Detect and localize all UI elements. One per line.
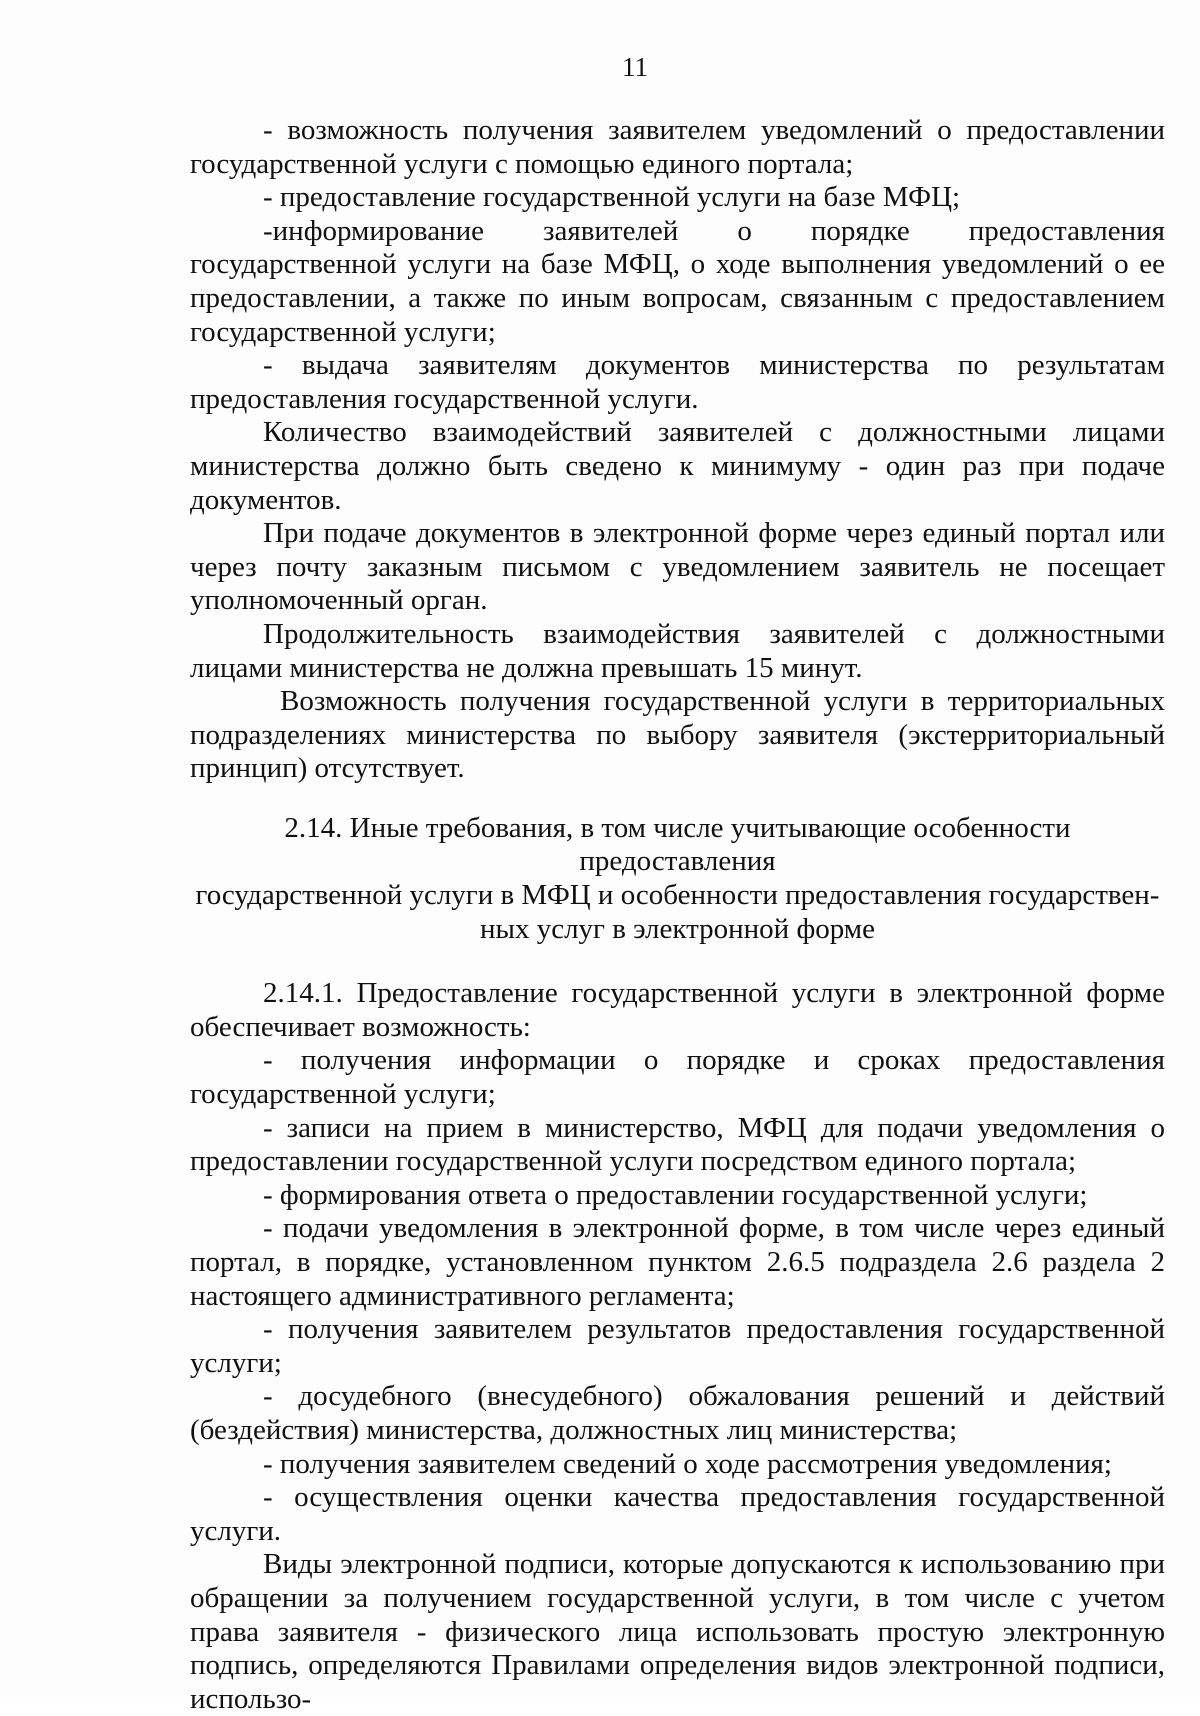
- list-item: - получения заявителем результатов предоставления государственной услуги;: [190, 1313, 1165, 1379]
- list-item: - формирования ответа о предоставлении государственной услуги;: [263, 1178, 1088, 1211]
- section-heading-line: ных услуг в электронной форме: [479, 912, 876, 945]
- paragraph: Продолжительность взаимодействия заявителей с должностными лицами министерства не должна превышать 15 минут.: [190, 617, 1165, 684]
- page-number: 11: [622, 52, 648, 82]
- list-item: - осуществления оценки качества предоставления государственной услуги.: [190, 1481, 1165, 1547]
- list-item: - получения заявителем сведений о ходе рассмотрения уведомления;: [263, 1447, 1112, 1480]
- paragraph: Виды электронной подписи, которые допускаются к использованию при обращении за получением государственной услуги, в том числе с учетом права заявителя - физического лица использовать простую электронную подпись, определяются Правилами определения видов электронной подписи, использо-: [190, 1548, 1165, 1715]
- paragraph: При подаче документов в электронной форме через единый портал или через почту заказным письмом с уведомлением заявитель не посещает уполномоченный орган.: [190, 517, 1165, 617]
- document-body: [190, 114, 1165, 1716]
- list-item: - выдача заявителям документов министерства по результатам предоставления государственной услуги.: [190, 349, 1165, 415]
- list-item: -информирование заявителей о порядке предоставления государственной услуги на базе МФЦ, о ходе выполнения уведомлений о ее предоставлении, а также по иным вопросам, связанным с предоставлением государственной услуги;: [190, 214, 1165, 348]
- list-item: - возможность получения заявителем уведомлений о предоставлении государственной услуги с помощью единого портала;: [190, 114, 1165, 180]
- section-heading: [190, 812, 1165, 946]
- list-item: - записи на прием в министерство, МФЦ для подачи уведомления о предоставлении государственной услуги посредством единого портала;: [190, 1111, 1165, 1178]
- section-heading-line: 2.14. Иные требования, в том числе учитывающие особенности предоставления: [284, 811, 1071, 878]
- paragraph: Возможность получения государственной услуги в территориальных подразделениях министерства по выбору заявителя (экстерриториальный принцип) отсутствует.: [190, 685, 1165, 785]
- list-item: - получения информации о порядке и сроках предоставления государственной услуги;: [190, 1044, 1165, 1111]
- list-item: - предоставление государственной услуги на базе МФЦ;: [263, 181, 961, 214]
- list-item: - подачи уведомления в электронной форме, в том числе через единый портал, в порядке, установленном пунктом 2.6.5 подраздела 2.6 раздела 2 настоящего административного регламента;: [190, 1212, 1165, 1312]
- list-item: - досудебного (внесудебного) обжалования решений и действий (бездействия) министерства, должностных лиц министерства;: [190, 1380, 1165, 1446]
- paragraph: Количество взаимодействий заявителей с должностными лицами министерства должно быть сведено к минимуму - один раз при подаче документов.: [190, 416, 1165, 516]
- paragraph: 2.14.1. Предоставление государственной услуги в электронной форме обеспечивает возможность:: [190, 977, 1165, 1043]
- section-heading-line: государственной услуги в МФЦ и особенности предоставления государствен-: [195, 879, 1160, 912]
